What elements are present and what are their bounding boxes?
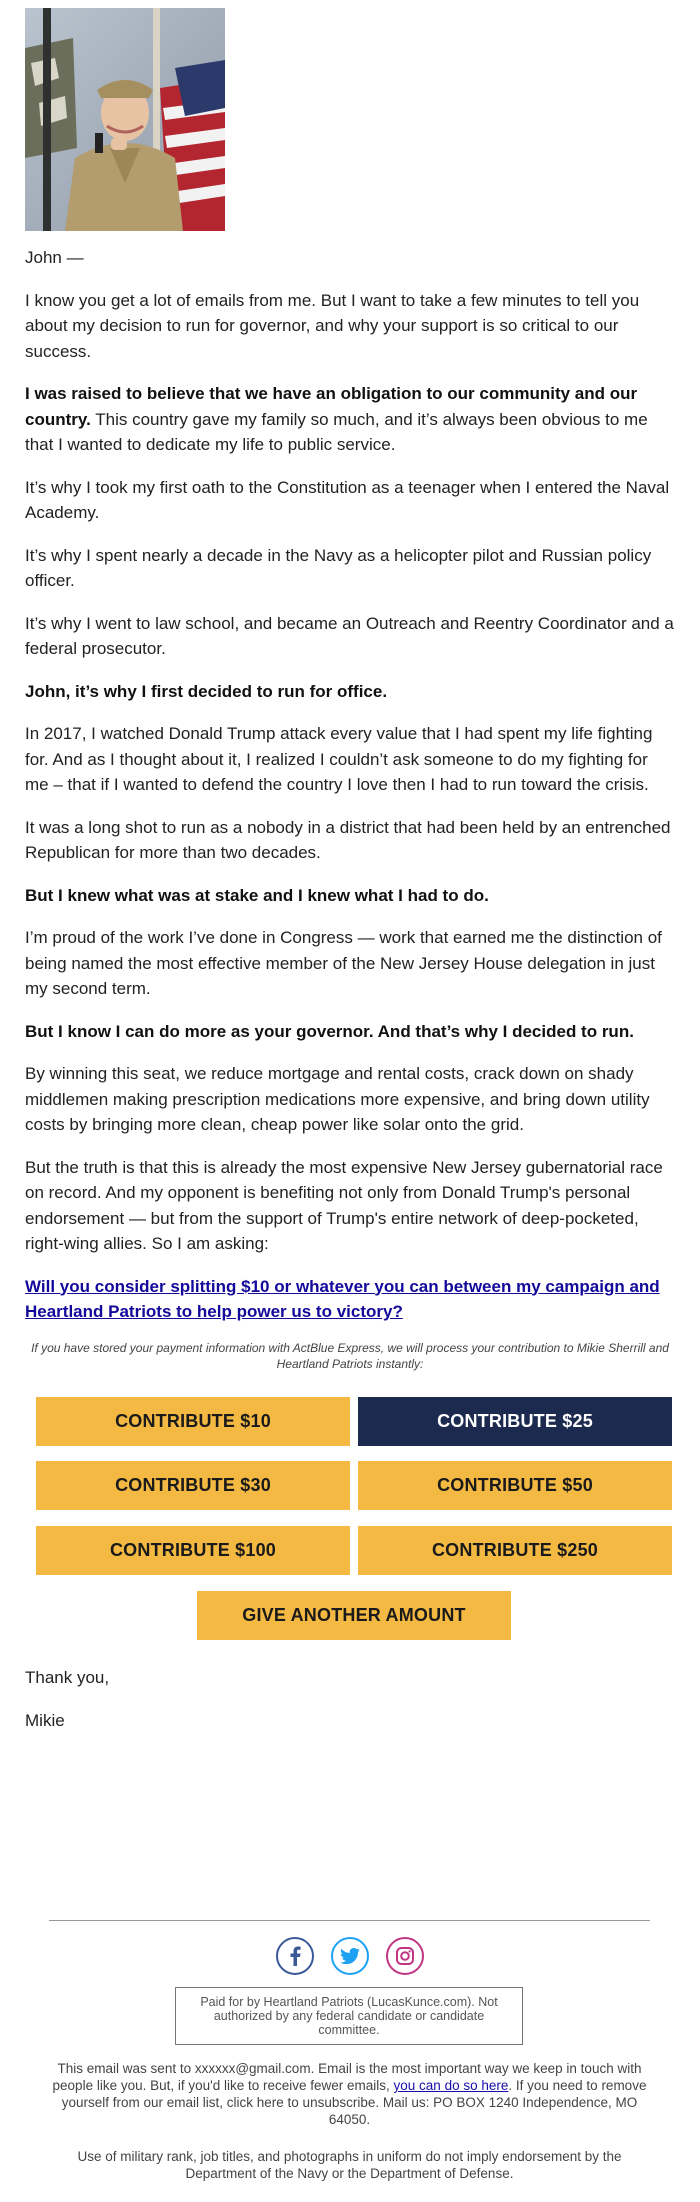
paragraph-text: This country gave my family so much, and it’s always been obvious to me that I wanted to dedicate my life to public service.: [25, 409, 648, 454]
uniform-portrait-image: [25, 8, 225, 231]
twitter-icon[interactable]: [331, 1937, 369, 1975]
facebook-icon[interactable]: [276, 1937, 314, 1975]
actblue-express-note: If you have stored your payment information with ActBlue Express, we will process your contribution to Mikie Sherrill and Heartland Patriots instantly:: [31, 1340, 669, 1371]
paragraph: [25, 1019, 675, 1045]
paragraph: [25, 381, 675, 458]
contribute-250-button[interactable]: CONTRIBUTE $250: [358, 1526, 672, 1575]
sent-to-middle: . Email is the most important way we keep in touch with people like you. But, if you'd like to receive fewer emails,: [52, 2061, 642, 2093]
footer-email-notice: [49, 2060, 650, 2128]
paragraph: It was a long shot to run as a nobody in a district that had been held by an entrenched Republican for more than two decades.: [25, 817, 671, 862]
paragraph: It’s why I took my first oath to the Constitution as a teenager when I entered the Naval Academy.: [25, 477, 670, 522]
signoff: [25, 1665, 109, 1751]
paid-for-disclaimer: [175, 1987, 523, 2045]
paragraph: In 2017, I watched Donald Trump attack every value that I had spent my life fighting for. And as I thought about it, I realized I couldn’t ask someone to do my fighting for me – that if I wanted to defend the country I love then I had to run toward the crisis.: [25, 724, 653, 794]
contribute-25-button[interactable]: CONTRIBUTE $25: [358, 1397, 672, 1446]
fewer-emails-link[interactable]: you can do so here: [393, 2078, 509, 2093]
signoff-thanks: Thank you,: [25, 1668, 110, 1687]
instagram-icon[interactable]: [386, 1937, 424, 1975]
greeting: John —: [25, 248, 84, 267]
instagram-glyph: [396, 1947, 414, 1965]
paragraph: [25, 883, 675, 909]
twitter-glyph: [340, 1948, 360, 1964]
footer-divider: [49, 1920, 650, 1921]
bold-text: But I know I can do more as your governor. And that’s why I decided to run.: [25, 1021, 634, 1041]
bold-text: But I knew what was at stake and I knew what I had to do.: [25, 885, 489, 905]
paragraph: I know you get a lot of emails from me. But I want to take a few minutes to tell you about my decision to run for governor, and why your support is so critical to our success.: [25, 290, 640, 361]
paragraph: It’s why I went to law school, and became an Outreach and Reentry Coordinator and a federal prosecutor.: [25, 613, 674, 658]
donate-cta-link[interactable]: Will you consider splitting $10 or whatever you can between my campaign and Heartland Patriots to help power us to victory?: [25, 1276, 660, 1321]
contribute-30-button[interactable]: CONTRIBUTE $30: [36, 1461, 350, 1510]
paragraph: [25, 679, 675, 705]
contribute-50-button[interactable]: CONTRIBUTE $50: [358, 1461, 672, 1510]
letter-body: [25, 245, 675, 1386]
signoff-name: Mikie: [25, 1711, 65, 1730]
paragraph: It’s why I spent nearly a decade in the Navy as a helicopter pilot and Russian policy officer.: [25, 545, 652, 590]
bold-text: John, it’s why I first decided to run for office.: [25, 681, 388, 701]
sent-to-suffix: . If you need to remove yourself from our email list, click here to unsubscribe. Mail us: PO BOX 1240 Independence, MO 64050.: [61, 2078, 647, 2127]
paid-for-text: Paid for by Heartland Patriots (LucasKunce.com). Not authorized by any federal candidate or candidate committee.: [200, 1995, 498, 2037]
cta-paragraph: [25, 1274, 675, 1325]
recipient-email: xxxxxx@gmail.com: [194, 2061, 311, 2076]
header-photo: [25, 8, 225, 231]
paragraph: I’m proud of the work I’ve done in Congress — work that earned me the distinction of being named the most effective member of the New Jersey House delegation in just my second term.: [25, 928, 662, 998]
contribute-10-button[interactable]: CONTRIBUTE $10: [36, 1397, 350, 1446]
bold-text: I was raised to believe that we have an obligation to our community and our country.: [25, 384, 638, 429]
paragraph: But the truth is that this is already the most expensive New Jersey gubernatorial race on record. And my opponent is benefiting not only from Donald Trump's personal endorsement — but from the support of Trump's entire network of deep-pocketed, right-wing allies. So I am asking:: [25, 1157, 663, 1253]
military-disclaimer: Use of military rank, job titles, and photographs in uniform do not imply endorsement by the Department of the Navy or the Department of Defense.: [77, 2149, 622, 2181]
sent-to-prefix: This email was sent to: [57, 2061, 195, 2076]
paragraph: By winning this seat, we reduce mortgage and rental costs, crack down on shady middlemen making prescription medications more expensive, and bring down utility costs by bringing more clean, cheap power like solar onto the grid.: [25, 1064, 650, 1134]
facebook-glyph: [288, 1946, 302, 1966]
contribute-100-button[interactable]: CONTRIBUTE $100: [36, 1526, 350, 1575]
give-another-amount-button[interactable]: GIVE ANOTHER AMOUNT: [197, 1591, 511, 1640]
